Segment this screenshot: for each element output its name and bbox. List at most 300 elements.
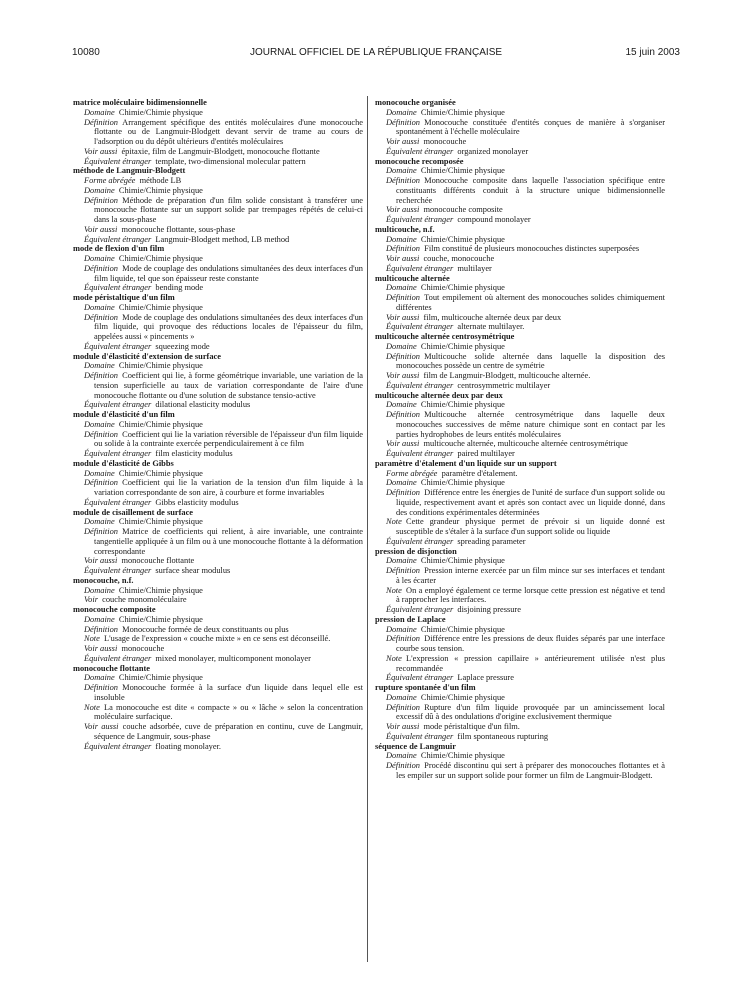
field-value: mixed monolayer, multicomponent monolayer [155, 653, 311, 663]
field-value: dilational elasticity modulus [155, 400, 251, 410]
entry-field-voir-aussi [386, 254, 665, 264]
entry-field-definition [84, 196, 363, 225]
entry-term: module d'élasticité d'un film [73, 410, 175, 419]
entry-term: multicouche alternée [375, 273, 450, 283]
entry-field-note [386, 654, 665, 674]
entry-field-definition [386, 703, 665, 723]
entry-field-domaine [386, 166, 665, 176]
entry-term: module de cisaillement de surface [73, 507, 194, 517]
field-label: Définition [386, 410, 420, 419]
entry-field-equivalent [84, 566, 363, 576]
dictionary-entry [73, 293, 363, 352]
field-value: Chimie/Chimie physique [420, 341, 505, 351]
field-label: Domaine [84, 585, 115, 595]
field-label: Domaine [386, 692, 417, 702]
entry-field-definition [84, 313, 363, 342]
entry-field-definition [386, 293, 665, 313]
entry-field-domaine [386, 478, 665, 488]
entry-field-note [84, 703, 363, 723]
entry-field-domaine [386, 625, 665, 635]
field-value: L'expression « pression capillaire » antérieurement utilisée n'est plus recommandée [396, 653, 665, 673]
entry-field-voir-aussi [386, 371, 665, 381]
field-label: Définition [84, 263, 118, 273]
field-label: Voir aussi [84, 146, 118, 156]
entry-field-domaine [84, 586, 363, 596]
field-label: Domaine [84, 614, 115, 624]
dictionary-entry [375, 615, 665, 683]
entry-field-equivalent [386, 732, 665, 742]
field-value: Monocouche formée à la surface d'un liquide dans lequel elle est insoluble [94, 683, 363, 702]
field-label: Note [84, 702, 100, 712]
field-label: Domaine [386, 341, 417, 351]
field-value: Coefficient qui lie la variation réversible de l'épaisseur d'un film liquide ou solide à la contrainte exercée perpendiculairement à ce film [94, 429, 363, 449]
field-label: Domaine [386, 478, 417, 488]
field-label: Voir aussi [84, 644, 118, 653]
dictionary-entry [73, 459, 363, 508]
field-value: Chimie/Chimie physique [420, 692, 505, 702]
field-label: Domaine [386, 400, 417, 410]
dictionary-entry [375, 332, 665, 391]
field-label: Domaine [84, 517, 115, 527]
entry-field-voir-aussi [386, 439, 665, 449]
field-label: Équivalent étranger [386, 673, 454, 683]
entry-field-domaine [386, 108, 665, 118]
field-label: Définition [84, 371, 118, 380]
entry-term: pression de disjonction [375, 546, 457, 556]
field-label: Domaine [84, 468, 115, 478]
field-value: spreading parameter [457, 536, 526, 546]
entry-field-domaine [84, 517, 363, 527]
field-label: Définition [84, 429, 118, 439]
field-label: Définition [386, 244, 420, 254]
field-value: compound monolayer [457, 215, 531, 224]
field-label: Voir aussi [386, 439, 420, 449]
entry-field-domaine [386, 693, 665, 703]
entry-field-definition [84, 527, 363, 556]
entry-term: module d'élasticité d'extension de surface [73, 351, 221, 361]
page-header [72, 47, 680, 63]
field-value: floating monolayer. [155, 741, 221, 751]
entry-field-domaine [386, 283, 665, 293]
field-label: Définition [84, 683, 118, 692]
field-value: L'usage de l'expression « couche mixte » en ce sens est déconseillé. [104, 634, 331, 644]
field-value: Chimie/Chimie physique [118, 517, 203, 527]
field-label: Note [386, 653, 402, 663]
entry-field-definition [386, 410, 665, 439]
field-value: Différence entre les pressions de deux fluides séparés par une interface courbe sous tension. [396, 634, 665, 653]
entry-term: méthode de Langmuir-Blodgett [73, 166, 186, 176]
entry-field-voir-aussi [84, 644, 363, 654]
entry-field-definition [84, 118, 363, 147]
entry-field-voir [84, 595, 363, 605]
entry-field-definition [386, 176, 665, 205]
field-value: film de Langmuir-Blodgett, multicouche alternée. [423, 371, 591, 380]
field-label: Équivalent étranger [84, 341, 152, 351]
field-label: Voir aussi [386, 137, 420, 146]
field-value: alternate multilayer. [457, 322, 525, 332]
entry-field-voir-aussi [84, 225, 363, 235]
entry-field-domaine [386, 342, 665, 352]
dictionary-entry [375, 742, 665, 781]
field-label: Domaine [386, 166, 417, 176]
entry-field-equivalent [84, 283, 363, 293]
field-label: Définition [386, 566, 420, 575]
field-value: méthode LB [139, 176, 182, 185]
field-label: Forme abrégée [84, 176, 136, 185]
field-value: Chimie/Chimie physique [420, 400, 505, 410]
dictionary-entry [73, 98, 363, 166]
field-label: Forme abrégée [386, 468, 438, 478]
entry-field-domaine [84, 186, 363, 196]
entry-field-equivalent [84, 342, 363, 352]
field-label: Voir aussi [386, 312, 420, 322]
dictionary-entry [375, 547, 665, 615]
field-label: Note [386, 517, 402, 527]
field-value: Cette grandeur physique permet de prévoir si un liquide donné est susceptible de s'étaler à la surface d'un support solide ou liquide [396, 517, 665, 536]
field-value: multilayer [457, 263, 492, 273]
entry-field-equivalent [84, 157, 363, 167]
entry-field-domaine [84, 108, 363, 118]
dictionary-entry [375, 157, 665, 225]
field-value: squeezing mode [155, 341, 210, 351]
field-value: monocouche [423, 137, 467, 146]
entry-term: séquence de Langmuir [375, 741, 456, 751]
entry-field-equivalent [386, 264, 665, 274]
field-label: Équivalent étranger [386, 536, 454, 546]
field-value: Chimie/Chimie physique [118, 419, 203, 429]
entry-field-equivalent [386, 381, 665, 391]
field-value: Chimie/Chimie physique [118, 107, 203, 117]
field-value: Langmuir-Blodgett method, LB method [155, 234, 290, 244]
field-value: Chimie/Chimie physique [420, 478, 505, 488]
entry-field-domaine [84, 469, 363, 479]
field-value: organized monolayer [457, 146, 529, 156]
field-label: Domaine [386, 751, 417, 761]
field-label: Définition [386, 634, 420, 644]
field-label: Définition [84, 478, 118, 488]
entry-field-definition [386, 118, 665, 138]
field-value: Multicouche alternée centrosymétrique dans laquelle deux monocouches successives de même nature chimique sont en contact par les parties hydrophobes de leurs entités moléculaires [396, 410, 665, 439]
entry-field-domaine [386, 556, 665, 566]
field-value: film, multicouche alternée deux par deux [423, 312, 562, 322]
field-label: Domaine [386, 624, 417, 634]
entry-term: monocouche composite [73, 605, 156, 614]
dictionary-entry [375, 391, 665, 459]
dictionary-entry [375, 274, 665, 333]
entry-field-equivalent [84, 742, 363, 752]
field-value: Chimie/Chimie physique [118, 468, 203, 478]
field-value: centrosymmetric multilayer [457, 380, 551, 390]
entry-term: mode péristaltique d'un film [73, 293, 175, 302]
entry-field-definition [84, 683, 363, 703]
field-label: Définition [386, 293, 420, 302]
entry-field-definition [386, 566, 665, 586]
right-column [375, 98, 665, 781]
field-label: Domaine [386, 556, 417, 566]
field-label: Équivalent étranger [84, 566, 152, 575]
entry-field-forme-abregee [84, 176, 363, 186]
entry-field-definition [386, 352, 665, 372]
field-value: monocouche composite [423, 205, 503, 215]
field-value: couche adsorbée, cuve de préparation en continu, cuve de Langmuir, séquence de Langmuir, sous-phase [94, 722, 363, 741]
field-label: Voir aussi [386, 371, 420, 380]
field-label: Équivalent étranger [84, 400, 152, 410]
dictionary-entry [73, 166, 363, 244]
entry-field-equivalent [84, 449, 363, 459]
field-value: Monocouche constituée d'entités conçues de manière à s'organiser spontanément à l'échelle moléculaire [396, 117, 665, 137]
field-value: Chimie/Chimie physique [118, 302, 203, 312]
field-label: Définition [84, 624, 118, 634]
field-label: Note [386, 585, 402, 595]
left-column [73, 98, 363, 751]
entry-field-equivalent [386, 449, 665, 459]
entry-field-domaine [84, 254, 363, 264]
field-value: Chimie/Chimie physique [420, 556, 505, 566]
entry-field-equivalent [386, 322, 665, 332]
field-value: épitaxie, film de Langmuir-Blodgett, monocouche flottante [121, 146, 320, 156]
field-value: Mode de couplage des ondulations simultanées des deux interfaces d'un film liquide, tel que son épaisseur reste constante [94, 263, 363, 283]
field-value: Multicouche solide alternée dans laquelle la disposition des monocouches possède un centre de symétrie [396, 351, 665, 371]
field-label: Domaine [84, 361, 115, 371]
field-label: Définition [84, 195, 118, 205]
field-value: template, two-dimensional molecular pattern [155, 156, 306, 166]
entry-term: monocouche flottante [73, 663, 150, 673]
field-value: paramètre d'étalement. [441, 468, 518, 478]
field-value: Rupture d'un film liquide provoquée par un amincissement local excessif dû à des ondulations d'origine exclusivement thermique [396, 702, 665, 722]
entry-field-equivalent [386, 147, 665, 157]
field-value: Monocouche composite dans laquelle l'association spécifique entre constituants différents conduit à la structure unique bidimensionnelle recherchée [396, 176, 665, 205]
field-value: Chimie/Chimie physique [420, 166, 505, 176]
entry-field-equivalent [84, 498, 363, 508]
field-label: Équivalent étranger [386, 146, 454, 156]
field-value: monocouche flottante, sous-phase [121, 224, 236, 234]
field-label: Voir aussi [84, 224, 118, 234]
field-label: Équivalent étranger [386, 322, 454, 332]
column-divider [367, 96, 368, 962]
field-value: mode péristaltique d'un film. [423, 722, 520, 731]
field-label: Voir aussi [386, 254, 420, 263]
field-value: couche, monocouche [423, 254, 495, 263]
entry-field-voir-aussi [84, 556, 363, 566]
entry-field-domaine [84, 303, 363, 313]
entry-field-note [386, 586, 665, 606]
field-value: Différence entre les énergies de l'unité de surface d'un support solide ou liquide, respectivement avant et après son contact avec un liquide donné, dans des conditions expérimentales déterminées [396, 488, 665, 517]
entry-term: monocouche recomposée [375, 156, 464, 166]
dictionary-entry [375, 683, 665, 742]
entry-term: rupture spontanée d'un film [375, 683, 476, 692]
publication-date: 15 juin 2003 [625, 47, 680, 58]
dictionary-entry [73, 576, 363, 605]
field-value: Chimie/Chimie physique [118, 185, 203, 195]
field-label: Définition [386, 351, 420, 361]
field-label: Équivalent étranger [84, 234, 152, 244]
field-value: Procédé discontinu qui sert à préparer des monocouches flottantes et à les empiler sur un support solide pour former un film de Langmuir-Blodgett. [396, 761, 665, 780]
entry-field-forme-abregee [386, 469, 665, 479]
entry-field-equivalent [386, 673, 665, 683]
entry-term: monocouche, n.f. [73, 575, 134, 585]
entry-term: multicouche alternée centrosymétrique [375, 332, 515, 341]
field-value: monocouche [121, 644, 165, 653]
journal-title: JOURNAL OFFICIEL DE LA RÉPUBLIQUE FRANÇAISE [249, 47, 503, 58]
field-label: Domaine [386, 283, 417, 293]
entry-field-domaine [386, 235, 665, 245]
field-value: Chimie/Chimie physique [118, 361, 203, 371]
entry-field-domaine [386, 751, 665, 761]
field-label: Équivalent étranger [386, 449, 454, 458]
field-value: Chimie/Chimie physique [420, 107, 505, 117]
field-label: Équivalent étranger [386, 605, 454, 614]
dictionary-entry [375, 225, 665, 274]
field-label: Domaine [386, 234, 417, 244]
entry-field-domaine [386, 400, 665, 410]
field-label: Voir aussi [84, 556, 118, 566]
entry-field-definition [386, 244, 665, 254]
entry-field-definition [84, 264, 363, 284]
field-value: Chimie/Chimie physique [420, 624, 505, 634]
field-label: Domaine [84, 302, 115, 312]
field-label: Voir aussi [386, 722, 420, 731]
field-value: On a employé également ce terme lorsque cette pression est négative et tend à rapprocher les interfaces. [396, 585, 665, 605]
field-value: disjoining pressure [457, 605, 521, 614]
entry-field-domaine [84, 361, 363, 371]
dictionary-entry [73, 508, 363, 576]
entry-term: pression de Laplace [375, 614, 446, 624]
field-value: Tout empilement où alternent des monocouches solides chimiquement différentes [396, 293, 665, 312]
field-label: Définition [386, 702, 420, 712]
field-label: Équivalent étranger [84, 156, 152, 166]
entry-field-definition [84, 625, 363, 635]
entry-field-domaine [84, 615, 363, 625]
field-label: Équivalent étranger [84, 653, 152, 663]
field-label: Domaine [84, 107, 115, 117]
field-value: Mode de couplage des ondulations simultanées des deux interfaces d'un film liquide, qui provoque des réductions locales de l'épaisseur du film, appelées aussi « pincements » [94, 312, 363, 341]
field-value: paired multilayer [457, 449, 515, 458]
entry-field-voir-aussi [84, 722, 363, 742]
field-label: Définition [386, 761, 420, 770]
entry-field-equivalent [84, 654, 363, 664]
field-label: Voir aussi [84, 722, 119, 731]
field-value: Méthode de préparation d'un film solide consistant à transférer une monocouche flottante sur un support solide par trempages répétés de celui-ci dans la sous-phase [94, 195, 363, 224]
entry-field-note [84, 634, 363, 644]
field-label: Domaine [84, 419, 115, 429]
field-label: Domaine [386, 107, 417, 117]
field-label: Équivalent étranger [386, 731, 454, 741]
field-label: Domaine [84, 254, 115, 263]
entry-field-note [386, 517, 665, 537]
dictionary-entry [375, 98, 665, 157]
field-value: Chimie/Chimie physique [118, 254, 203, 263]
field-value: Chimie/Chimie physique [118, 614, 203, 624]
entry-field-definition [386, 634, 665, 654]
field-label: Voir [84, 595, 98, 605]
entry-field-voir-aussi [386, 137, 665, 147]
field-label: Équivalent étranger [386, 380, 454, 390]
field-value: Film constitué de plusieurs monocouches distinctes superposées [424, 244, 640, 254]
entry-field-domaine [84, 420, 363, 430]
field-value: La monocouche est dite « compacte » ou « lâche » selon la concentration moléculaire surfacique. [94, 702, 363, 722]
entry-term: multicouche alternée deux par deux [375, 390, 503, 400]
entry-field-equivalent [84, 235, 363, 245]
field-value: Chimie/Chimie physique [118, 673, 203, 683]
entry-field-voir-aussi [386, 313, 665, 323]
entry-field-definition [386, 488, 665, 517]
field-value: bending mode [155, 283, 204, 293]
field-value: Chimie/Chimie physique [420, 283, 505, 293]
field-value: film spontaneous rupturing [457, 731, 549, 741]
field-label: Voir aussi [386, 205, 420, 215]
entry-field-definition [386, 761, 665, 781]
entry-term: matrice moléculaire bidimensionnelle [73, 98, 207, 107]
field-value: Coefficient qui lie la variation de la tension d'un film liquide à la variation correspondante de son aire, à courbure et forme invariables [94, 478, 363, 497]
field-label: Définition [386, 488, 420, 497]
dictionary-entry [73, 605, 363, 664]
dictionary-entry [73, 410, 363, 459]
dictionary-entry [73, 352, 363, 411]
entry-field-equivalent [84, 400, 363, 410]
entry-field-equivalent [386, 215, 665, 225]
dictionary-entry [73, 244, 363, 293]
field-label: Définition [84, 527, 118, 536]
entry-term: multicouche, n.f. [375, 224, 435, 234]
field-label: Définition [386, 117, 420, 127]
field-label: Domaine [84, 673, 115, 683]
field-value: multicouche alternée, multicouche alternée centrosymétrique [423, 439, 628, 449]
field-label: Définition [84, 312, 118, 322]
field-label: Équivalent étranger [84, 449, 152, 458]
entry-field-definition [84, 430, 363, 450]
field-label: Équivalent étranger [386, 215, 454, 224]
entry-term: monocouche organisée [375, 98, 456, 107]
field-label: Équivalent étranger [84, 741, 152, 751]
entry-field-voir-aussi [84, 147, 363, 157]
field-value: Coefficient qui lie, à forme géométrique invariable, une variation de la tension superficielle au taux de variation correspondante de l'aire d'une monocouche flottante ou d'une solution de substance tensio-active [94, 371, 363, 400]
field-label: Note [84, 634, 100, 644]
field-value: film elasticity modulus [155, 449, 233, 458]
field-label: Équivalent étranger [84, 497, 152, 507]
field-label: Définition [386, 176, 420, 185]
field-value: Matrice de coefficients qui relient, à aire invariable, une contrainte tangentielle appliquée à un film ou à une monocouche flottante à la déformation correspondante [94, 527, 363, 556]
field-value: Pression interne exercée par un film mince sur ses interfaces et tendant à les écarter [396, 566, 665, 585]
entry-field-voir-aussi [386, 722, 665, 732]
field-label: Définition [84, 117, 118, 127]
field-label: Domaine [84, 185, 115, 195]
entry-term: module d'élasticité de Gibbs [73, 458, 174, 468]
page-number: 10080 [72, 47, 100, 58]
field-value: Chimie/Chimie physique [118, 585, 203, 595]
field-label: Équivalent étranger [84, 283, 152, 293]
field-value: Arrangement spécifique des entités moléculaires d'une monocouche flottante ou de Langmuir-Blodgett devant servir de trame au cours de l'adsorption ou du dépôt ultérieurs d'entités moléculaires [94, 117, 363, 146]
entry-field-definition [84, 371, 363, 400]
entry-field-equivalent [386, 537, 665, 547]
field-value: Laplace pressure [457, 673, 514, 683]
field-value: Monocouche formée de deux constituants ou plus [122, 624, 289, 634]
entry-field-definition [84, 478, 363, 498]
entry-term: mode de flexion d'un film [73, 244, 165, 254]
field-label: Équivalent étranger [386, 263, 454, 273]
entry-field-domaine [84, 673, 363, 683]
entry-field-voir-aussi [386, 205, 665, 215]
field-value: Chimie/Chimie physique [420, 234, 505, 244]
field-value: monocouche flottante [121, 556, 195, 566]
dictionary-entry [375, 459, 665, 547]
field-value: Chimie/Chimie physique [420, 751, 505, 761]
entry-term: paramètre d'étalement d'un liquide sur un support [375, 458, 557, 468]
field-value: surface shear modulus [155, 566, 231, 575]
entry-field-equivalent [386, 605, 665, 615]
field-value: couche monomoléculaire [102, 595, 187, 605]
dictionary-entry [73, 664, 363, 752]
field-value: Gibbs elasticity modulus [155, 497, 239, 507]
